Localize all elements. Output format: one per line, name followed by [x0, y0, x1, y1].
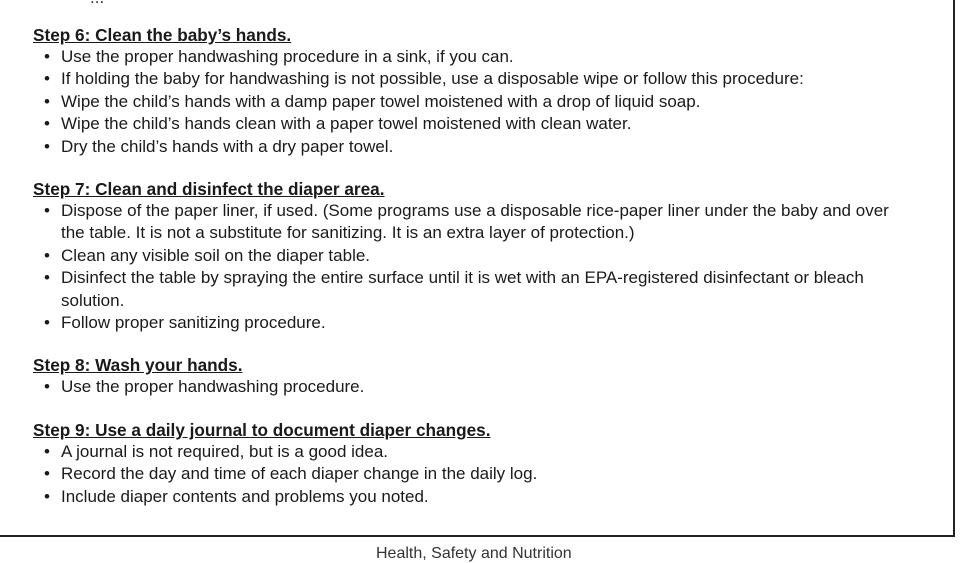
bullet-icon: • [44, 377, 50, 397]
bullet-icon: • [44, 136, 50, 156]
step-list [33, 441, 913, 508]
step-6 [33, 24, 913, 158]
bullet-icon: • [44, 201, 50, 221]
bullet-icon: • [44, 268, 50, 288]
bullet-icon: • [44, 313, 50, 333]
list-item: • Disinfect the table by spraying the entire surface until it is wet with an EPA-registered disinfectant or bleach solution. [44, 268, 864, 310]
bullet-icon: • [44, 245, 50, 265]
bullet-icon: • [44, 47, 50, 66]
step-list [33, 376, 913, 398]
step-9 [33, 419, 913, 508]
list-item: • Follow proper sanitizing procedure. [61, 312, 913, 334]
list-item: • Dispose of the paper liner, if used. (Some programs use a disposable rice-paper liner under the baby and over the table. It is not a substitute for sanitizing. It is an extra layer of protection.) [44, 201, 889, 243]
list-item: • Use the proper handwashing procedure in a sink, if you can. [61, 46, 913, 68]
step-7 [33, 178, 913, 334]
list-item: • Dry the child’s hands with a dry paper towel. [61, 136, 913, 158]
document-content [33, 24, 913, 528]
step-list [33, 200, 913, 334]
bullet-icon: • [44, 114, 50, 134]
footer-partial-text: Health, Safety and Nutrition [376, 545, 572, 562]
list-item: • Include diaper contents and problems you noted. [61, 486, 913, 508]
step-title: Step 9: Use a daily journal to document diaper changes. [33, 419, 491, 440]
bullet-icon: • [44, 464, 50, 484]
step-8 [33, 354, 913, 398]
list-item: • Clean any visible soil on the diaper table. [61, 245, 913, 267]
bullet-icon: • [44, 441, 50, 461]
list-item: • Wipe the child’s hands with a damp paper towel moistened with a drop of liquid soap. [61, 91, 913, 113]
list-item: • Wipe the child’s hands clean with a paper towel moistened with clean water. [61, 113, 913, 135]
list-item: • Use the proper handwashing procedure. [61, 376, 913, 398]
bullet-icon: • [44, 486, 50, 506]
list-item: • If holding the baby for handwashing is not possible, use a disposable wipe or follow this procedure: [61, 68, 913, 90]
step-title: Step 7: Clean and disinfect the diaper area. [33, 179, 385, 200]
step-title: Step 6: Clean the baby’s hands. [33, 25, 292, 45]
list-item: • Record the day and time of each diaper change in the daily log. [61, 463, 913, 485]
bullet-icon: • [44, 69, 50, 89]
list-item: • A journal is not required, but is a good idea. [61, 441, 913, 463]
step-list [33, 46, 913, 158]
step-title: Step 8: Wash your hands. [33, 355, 243, 376]
bullet-icon: • [44, 91, 50, 111]
top-partial-text [90, 0, 104, 8]
